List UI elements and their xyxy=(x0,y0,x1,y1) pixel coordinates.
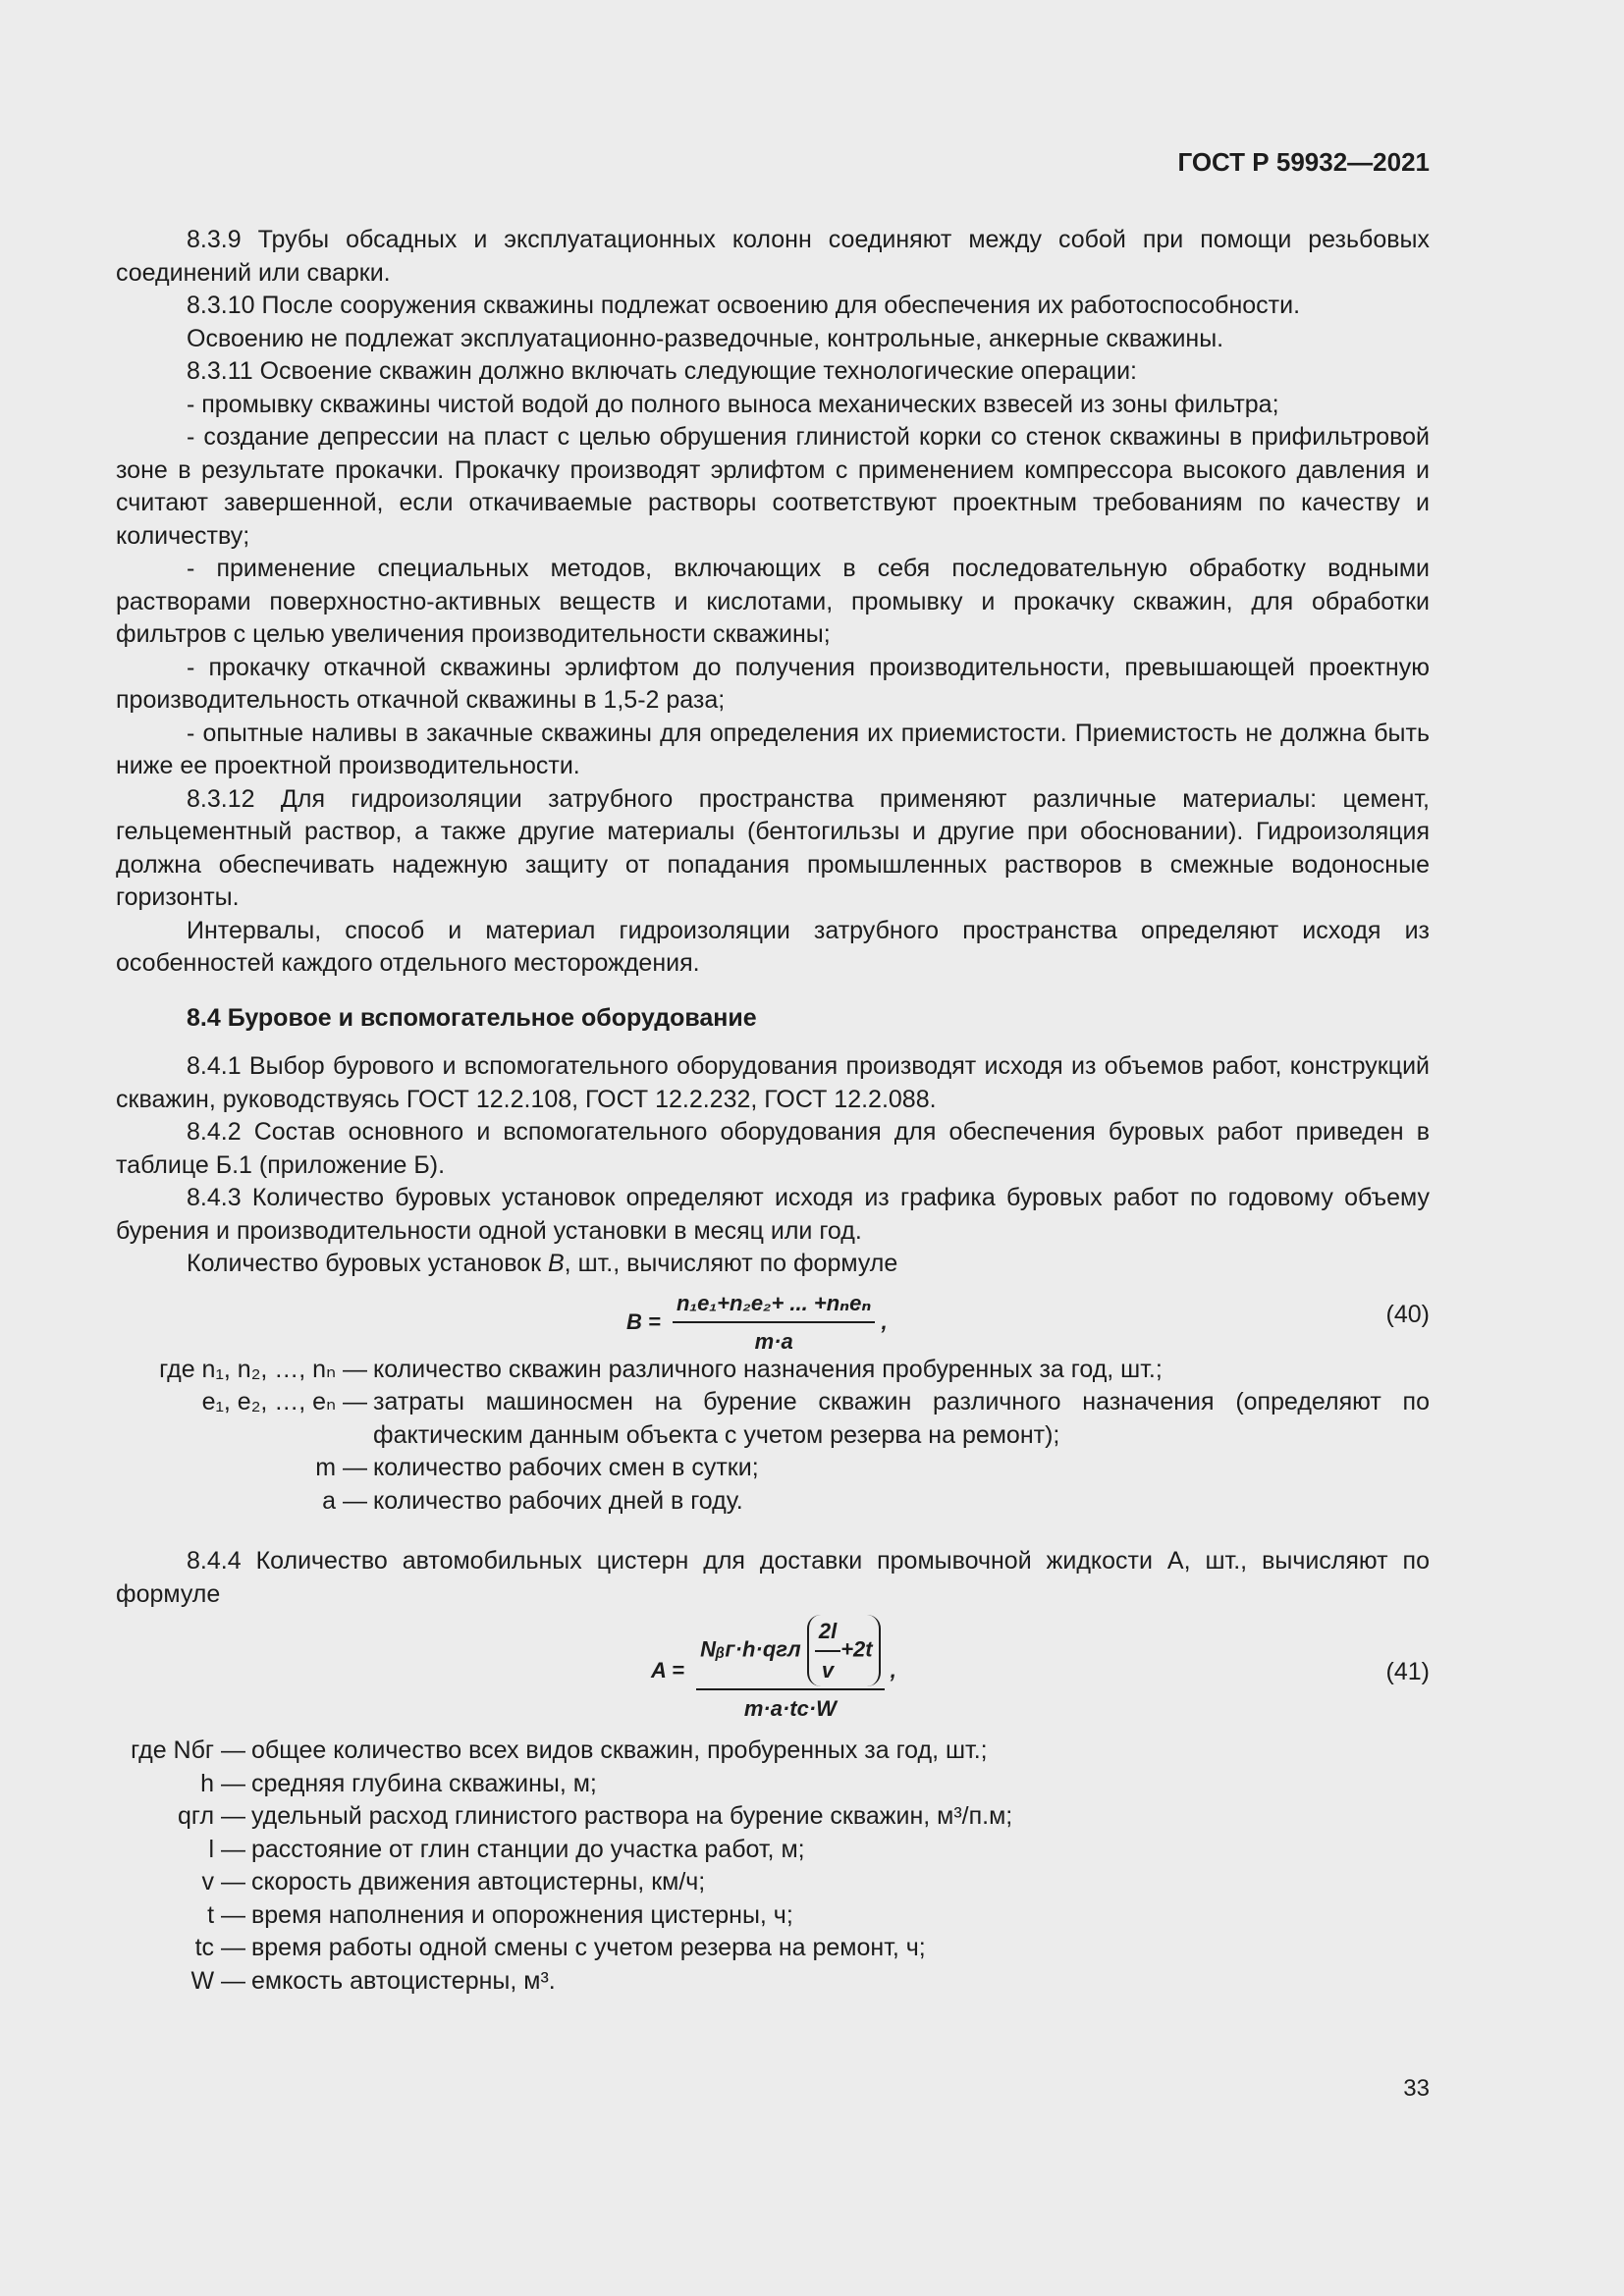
formula-denominator: m·a xyxy=(754,1329,793,1354)
paragraph: 8.3.11 Освоение скважин должно включать следующие технологические операции: xyxy=(187,357,1137,385)
paragraph: Освоению не подлежат эксплуатационно-разведочные, контрольные, анкерные скважины. xyxy=(187,324,1224,352)
definition-row: h — средняя глубина скважины, м; xyxy=(200,1769,597,1797)
variable-definitions-41 xyxy=(116,1735,1430,1998)
variable-definitions-40 xyxy=(116,1354,1430,1519)
formula-intro: Количество буровых установок B, шт., вычисляют по формуле xyxy=(187,1250,898,1277)
paragraph: 8.4.2 Состав основного и вспомогательного оборудования для обеспечения буровых работ приведен в таблице Б.1 (приложение Б). xyxy=(116,1118,1430,1179)
definition-row: где n₁, n₂, …, nₙ — количество скважин различного назначения пробуренных за год, шт.; xyxy=(159,1355,1163,1383)
list-item: - промывку скважины чистой водой до полного выноса механических взвесей из зоны фильтра; xyxy=(187,390,1279,418)
formula-denominator: m·a·tс·W xyxy=(743,1696,837,1721)
formula-40: B = $\frac{\text{n₁e₁+n₂e₂+ ... +nₙeₙ}}{m\cdot a}$ , (40) xyxy=(116,1287,1430,1344)
definition-row: qгл — удельный расход глинистого раствора на бурение скважин, м³/п.м; xyxy=(177,1802,1013,1830)
formula-lhs: B = xyxy=(626,1309,661,1335)
section-heading: 8.4 Буровое и вспомогательное оборудование xyxy=(187,1003,757,1032)
paragraph: 8.3.9 Трубы обсадных и эксплуатационных колонн соединяют между собой при помощи резьбовых соединений или сварки. xyxy=(116,226,1430,287)
formula-lhs: A = xyxy=(651,1657,685,1682)
standard-header: ГОСТ Р 59932—2021 xyxy=(1177,147,1430,177)
paragraph: 8.4.3 Количество буровых установок определяют исходя из графика буровых работ по годовому объему бурения и производительности одной установки в месяц или год. xyxy=(116,1184,1430,1245)
definition-row: tс — время работы одной смены с учетом резерва на ремонт, ч; xyxy=(194,1934,926,1961)
formula-intro: 8.4.4 Количество автомобильных цистерн для доставки промывочной жидкости А, шт., вычисляют по формуле xyxy=(116,1547,1430,1608)
paragraph: 8.3.12 Для гидроизоляции затрубного пространства применяют различные материалы: цемент, гельцементный раствор, а также другие материалы (бентогильзы и другие при обосновании). Гидроизоляция должна обеспечивать надежную защиту от попадания промышленных растворов в смежные водоносные горизонты. xyxy=(116,784,1430,911)
definition-row: l — расстояние от глин станции до участка работ, м; xyxy=(208,1835,805,1863)
formula-41: A = Nᵦᴦ·h·qгл $\frac{2l}{v}$ +2t m·a·tс·W , (41) xyxy=(116,1615,1430,1725)
list-item: - прокачку откачной скважины эрлифтом до получения производительности, превышающей проектную производительность откачной скважины в 1,5-2 раза; xyxy=(116,653,1430,714)
list-item: - опытные наливы в закачные скважины для определения их приемистости. Приемистость не должна быть ниже ее проектной производительности. xyxy=(116,719,1430,779)
definition-row: v — скорость движения автоцистерны, км/ч; xyxy=(201,1868,706,1896)
definition-row: e₁, e₂, …, eₙ — затраты машиносмен на бурение скважин различного назначения (определяют по фактическим данным объекта с учетом резерва на ремонт); xyxy=(201,1388,1430,1449)
definition-row: a — количество рабочих дней в году. xyxy=(322,1486,743,1515)
list-item: - создание депрессии на пласт с целью обрушения глинистой корки со стенок скважины в прифильтровой зоне в результате прокачки. Прокачку производят эрлифтом с применением компрессора высокого давления и считают завершенной, если откачиваемые растворы соответствуют проектным требованиям по качеству и количеству; xyxy=(116,423,1430,550)
page-number: 33 xyxy=(1403,2075,1430,2102)
definition-row: m — количество рабочих смен в сутки; xyxy=(315,1454,759,1481)
paragraph: 8.4.1 Выбор бурового и вспомогательного оборудования производят исходя из объемов работ, конструкций скважин, руководствуясь ГОСТ 12.2.108, ГОСТ 12.2.232, ГОСТ 12.2.088. xyxy=(116,1052,1430,1113)
definition-row: где Nбг — общее количество всех видов скважин, пробуренных за год, шт.; xyxy=(131,1736,988,1764)
equation-number: (41) xyxy=(1385,1658,1430,1685)
definition-row: W — емкость автоцистерны, м³. xyxy=(190,1966,556,1995)
equation-number: (40) xyxy=(1385,1300,1430,1328)
formula-numerator: Nᵦᴦ·h·qгл $\frac{2l}{v}$ +2t xyxy=(696,1615,884,1690)
paragraph: Интервалы, способ и материал гидроизоляции затрубного пространства определяют исходя из особенностей каждого отдельного месторождения. xyxy=(116,916,1430,977)
formula-numerator: n₁e₁+n₂e₂+ ... +nₙeₙ xyxy=(673,1287,875,1324)
list-item: - применение специальных методов, включающих в себя последовательную обработку водными растворами поверхностно-активных веществ и кислотами, промывку и прокачку скважин, для обработки фильтров с целью увеличения производительности скважины; xyxy=(116,555,1430,648)
paragraph: 8.3.10 После сооружения скважины подлежат освоению для обеспечения их работоспособности. xyxy=(187,292,1301,319)
definition-row: t — время наполнения и опорожнения цистерны, ч; xyxy=(207,1900,793,1929)
document-body xyxy=(116,224,1430,1998)
